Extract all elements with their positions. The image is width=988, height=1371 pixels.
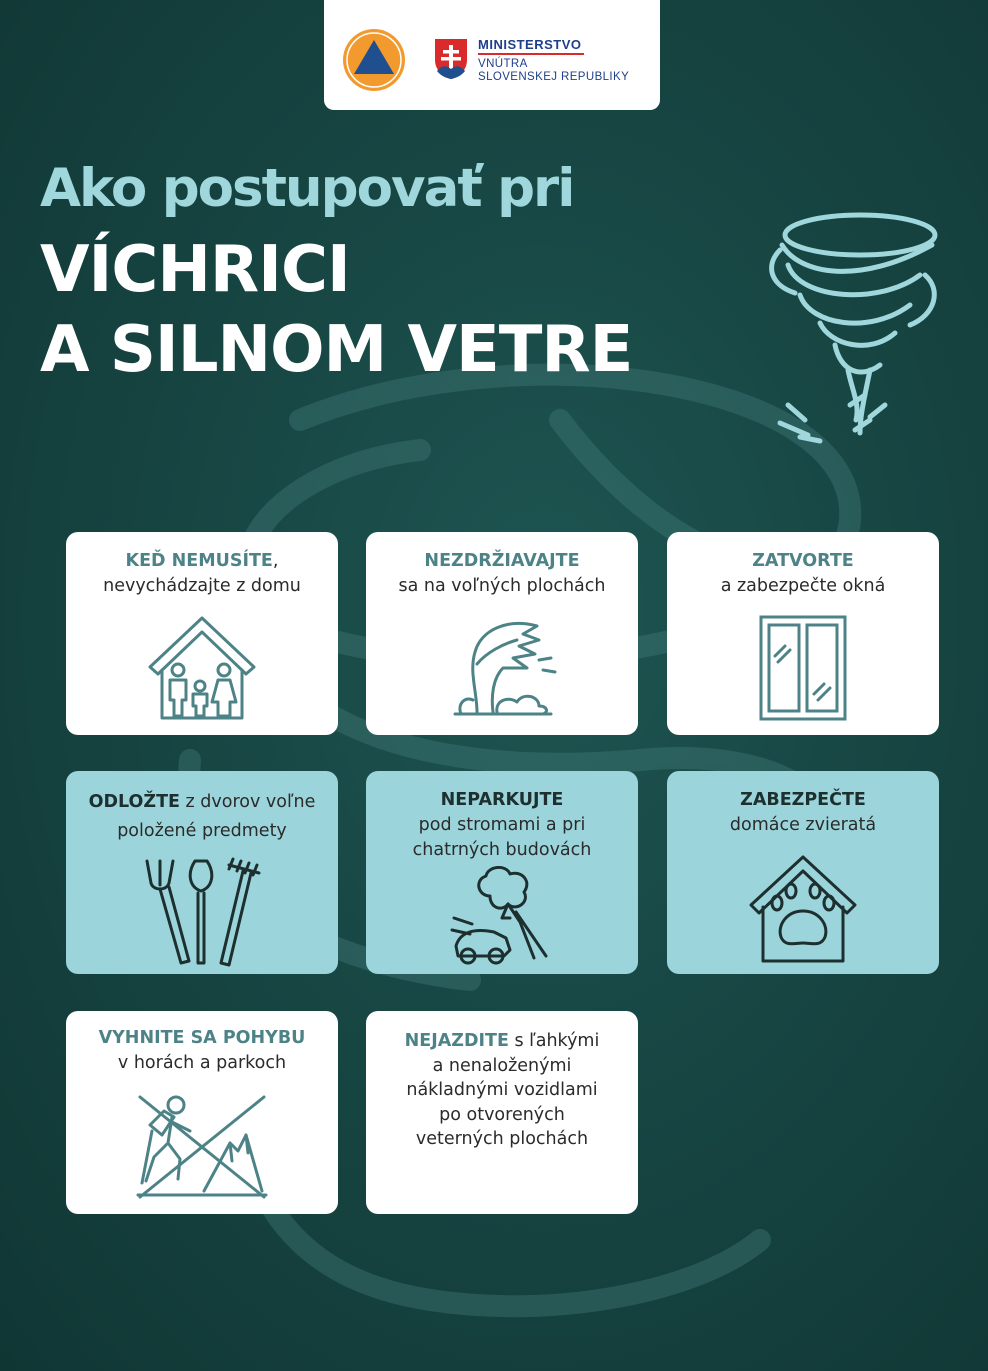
card-line: chatrných budovách [412,840,592,860]
card-open-areas [366,532,638,735]
window-icon [758,614,848,722]
card-text [667,771,939,838]
card-heading: KEĎ NEMUSÍTE [125,551,273,571]
card-heading: ZATVORTE [752,551,854,571]
card-heading: ODLOŽTE [88,792,180,812]
logo-bar [324,0,660,110]
pet-house-icon [747,853,859,965]
card-line: a zabezpečte okná [720,576,886,596]
title-line-1: Ako postupovať pri [40,158,574,219]
card-text [366,532,638,599]
civil-protection-logo-icon [342,28,406,92]
card-stay-home [66,532,338,735]
title-line-2: VÍCHRICI [40,233,350,307]
card-heading-comma: , [272,551,279,571]
card-heading: VYHNITE SA POHYBU [98,1028,306,1048]
card-line: v horách a parkoch [117,1053,287,1073]
ministry-wordmark [478,38,629,84]
card-line: položené predmety [117,821,287,841]
card-line: pod stromami a pri [418,815,586,835]
card-text [66,532,338,599]
title-line-3: A SILNOM VETRE [40,313,633,387]
card-line: nákladnými vozidlami [406,1080,598,1100]
card-line: veterných plochách [415,1129,589,1149]
card-line: s ľahkými [508,1031,600,1051]
ministry-line-2: VNÚTRA [478,58,528,70]
hiker-crossed-icon [134,1091,270,1203]
card-text [366,1011,638,1152]
card-line: po otvorených [439,1104,565,1125]
card-parking [366,771,638,974]
card-heading: ZABEZPEČTE [740,790,866,810]
card-yard-items [66,771,338,974]
card-text [366,771,638,863]
windblown-tree-icon [447,612,557,722]
card-trucks [366,1011,638,1214]
ministry-line-1: MINISTERSTVO [478,37,582,52]
garden-tools-icon [137,855,267,967]
ministry-rule [478,53,584,55]
card-line: z dvorov voľne [179,792,316,812]
card-heading: NEJAZDITE [404,1031,509,1051]
card-line: nevychádzajte z domu [103,576,301,596]
card-line: domáce zvieratá [729,815,877,835]
card-mountains [66,1011,338,1214]
card-line: sa na voľných plochách [398,576,606,596]
card-text [66,1011,338,1076]
card-pets [667,771,939,974]
card-heading: NEZDRŽIAVAJTE [424,551,580,571]
card-heading: NEPARKUJTE [440,790,564,810]
house-family-icon [142,612,262,722]
card-text [667,532,939,599]
tornado-icon [760,205,950,450]
slovak-coat-of-arms-icon [434,38,468,80]
ministry-line-3: SLOVENSKEJ REPUBLIKY [478,71,630,83]
card-text [66,771,338,846]
card-line: a nenaloženými [432,1055,572,1076]
card-windows [667,532,939,735]
tree-falling-on-car-icon [450,866,554,966]
